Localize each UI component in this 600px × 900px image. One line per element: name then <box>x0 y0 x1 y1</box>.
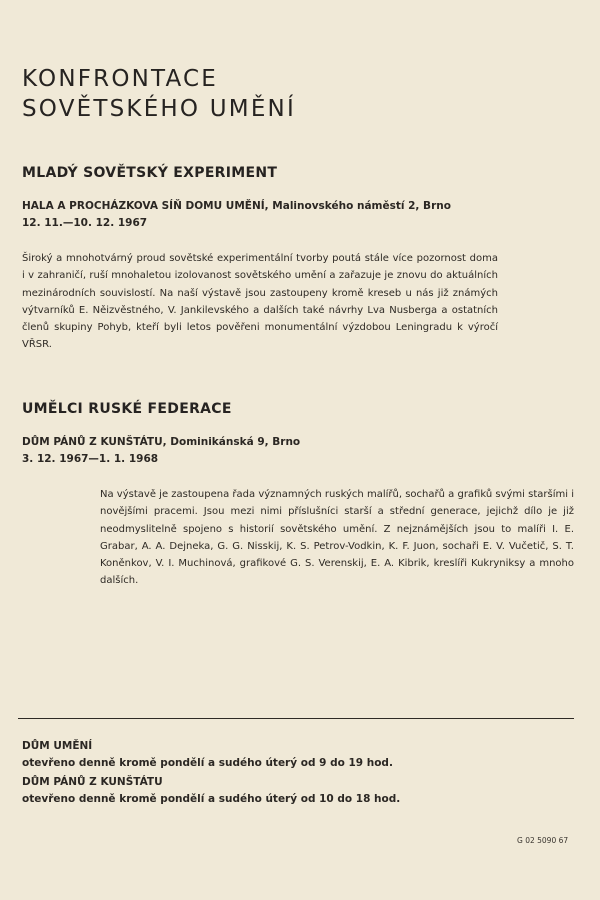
section-2-dates: 3. 12. 1967—1. 1. 1968 <box>22 453 159 465</box>
title-line-2: SOVĚTSKÉHO UMĚNÍ <box>22 96 296 122</box>
opening-hours <box>22 738 582 808</box>
hours-venue-2-text: otevřeno denně kromě pondělí a sudého úterý od 10 do 18 hod. <box>22 793 401 805</box>
title-line-1: KONFRONTACE <box>22 66 219 92</box>
section-2-heading: UMĚLCI RUSKÉ FEDERACE <box>22 401 232 417</box>
hours-venue-1: DŮM UMĚNÍ <box>22 740 93 752</box>
section-1-paragraph: Široký a mnohotvárný proud sovětské experimentální tvorby poutá stále více pozornost doma i v zahraničí, ruší mnohaletou izolovanost sovětského umění a zařazuje je znovu do aktuálních mezinárodních souvislostí. Na naší výstavě jsou zastoupeny kromě kreseb u nás již známých výtvarníků E. Něizvěstného, V. Jankilevského a dalších také návrhy Lva Nusberga a ostatních členů skupiny Pohyb, kteří byli letos pověřeni monumentální výzdobou Leningradu k výročí VŘSR. <box>22 253 498 351</box>
divider-rule <box>18 718 574 719</box>
section-2-paragraph: Na výstavě je zastoupena řada významných ruských malířů, sochařů a grafiků svými staršími i novějšími pracemi. Jsou mezi nimi příslušníci starší a střední generace, jejichž dílo je již neodmyslitelně spojeno s historií sovětského umění. Z nejznámějších jsou to malíři I. E. Grabar, A. A. Dejneka, G. G. Nisskij, K. S. Petrov-Vodkin, K. F. Juon, sochaři E. V. Vučetič, S. T. Koněnkov, V. I. Muchinová, grafikové G. S. Verenskij, E. A. Kibrik, kreslíři Kukryniksy a mnoho dalších. <box>100 489 574 587</box>
hours-venue-1-text: otevřeno denně kromě pondělí a sudého úterý od 9 do 19 hod. <box>22 757 393 769</box>
section-2-venue-address: DŮM PÁNŮ Z KUNŠTÁTU, Dominikánská 9, Brno <box>22 436 301 448</box>
print-code: G 02 5090 67 <box>517 836 569 845</box>
section-1-dates: 12. 11.—10. 12. 1967 <box>22 217 148 229</box>
hours-venue-2: DŮM PÁNŮ Z KUNŠTÁTU <box>22 776 163 788</box>
section-1-heading: MLADÝ SOVĚTSKÝ EXPERIMENT <box>22 165 278 181</box>
section-2-venue <box>22 434 582 468</box>
page-title <box>22 64 542 124</box>
section-1-venue <box>22 198 582 232</box>
section-1-venue-address: HALA A PROCHÁZKOVA SÍŇ DOMU UMĚNÍ, Malinovského náměstí 2, Brno <box>22 200 451 212</box>
